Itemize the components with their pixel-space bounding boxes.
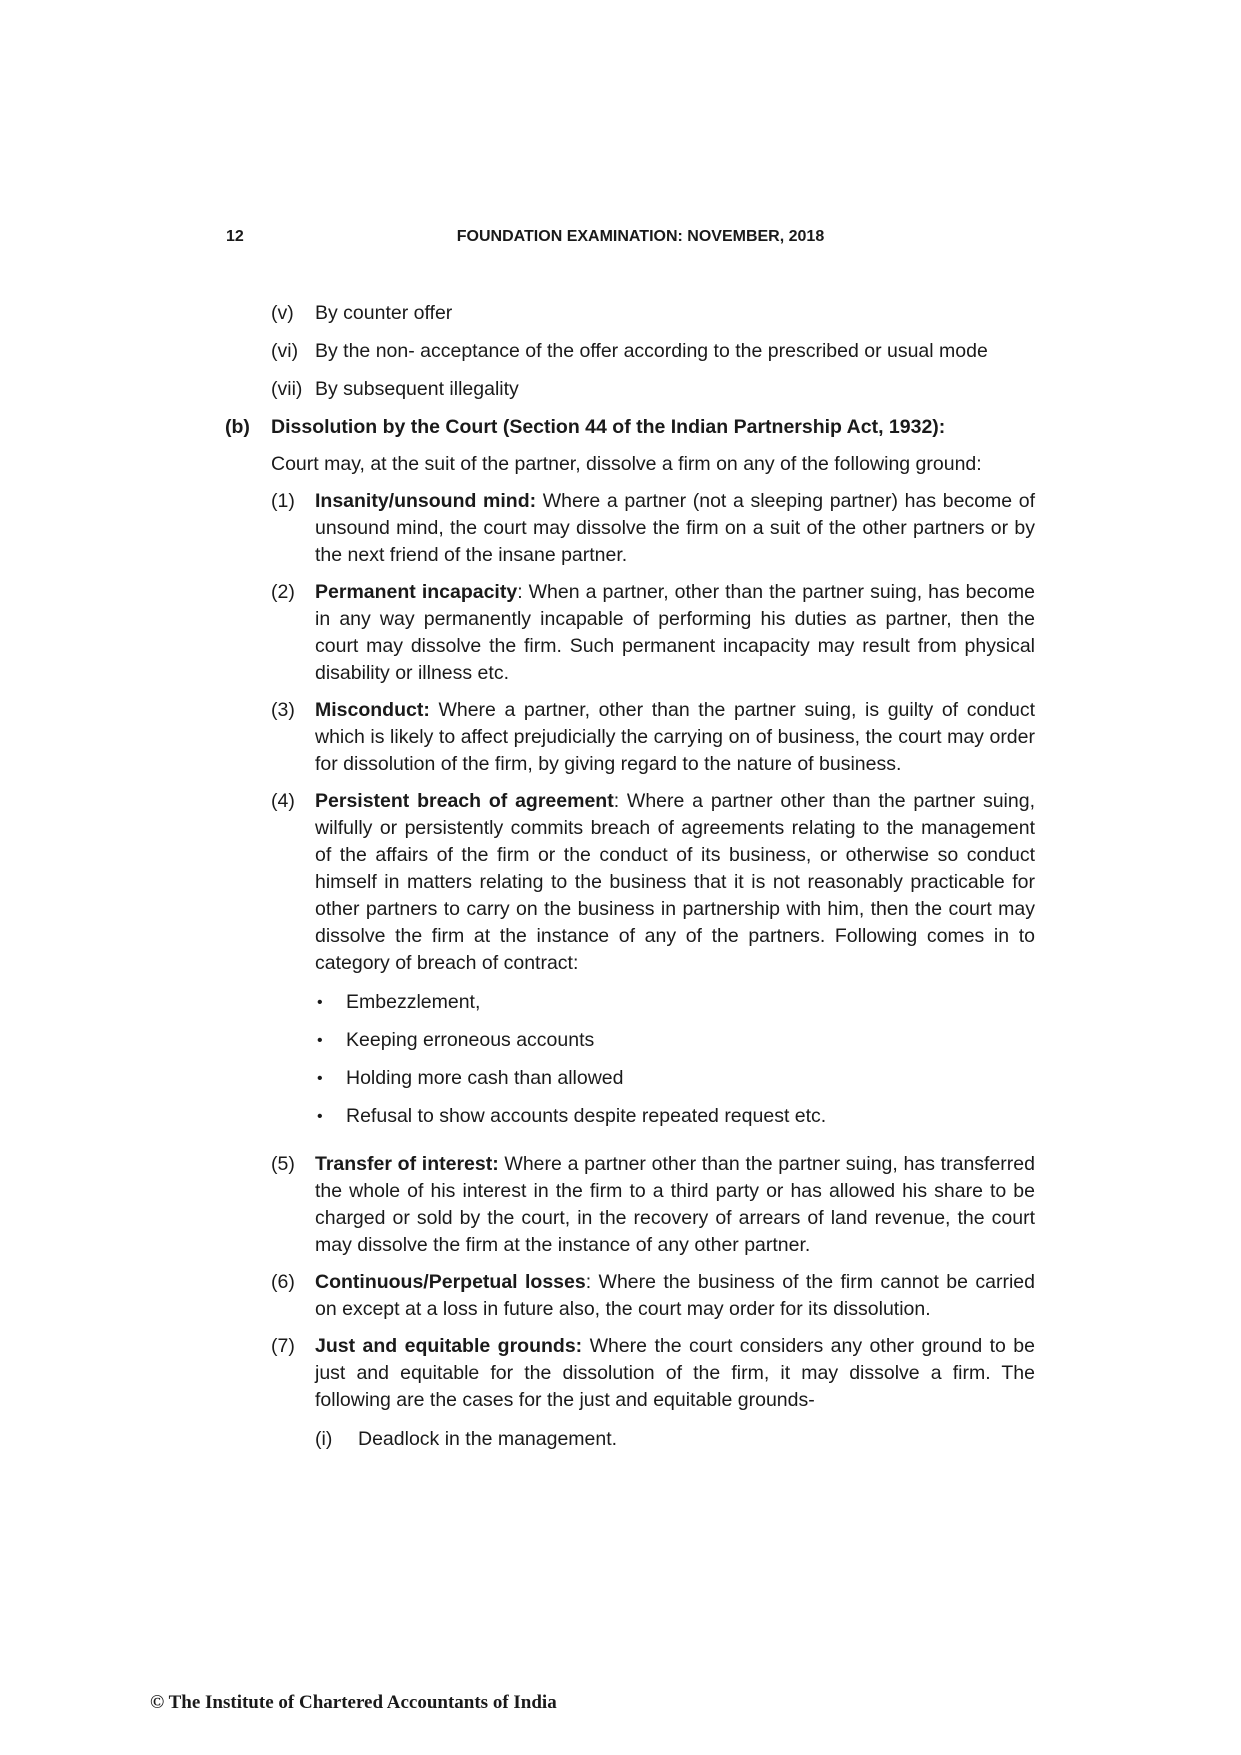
sub-list — [315, 1426, 1035, 1453]
ground-text: : Where a partner other than the partner suing, wilfully or persistently commits breach of agreements relating to the management of the affairs of the firm or the conduct of its business, or otherwise so conduct himself in matters relating to the business that it is not reasonably practicable for other partners to carry on the business in partnership with him, then the court may dissolve the firm at the instance of any of the partners. Following comes in to category of breach of contract: — [315, 790, 1035, 974]
ground-title: Just and equitable grounds: — [315, 1335, 583, 1357]
list-text: By the non- acceptance of the offer according to the prescribed or usual mode — [315, 340, 988, 362]
ground-item — [271, 788, 1035, 1141]
ground-item — [271, 1269, 1035, 1323]
section-heading — [225, 414, 1035, 441]
bullet-icon: • — [317, 1032, 323, 1049]
bullet-icon: • — [317, 1070, 323, 1087]
ground-marker: (2) — [271, 581, 295, 603]
ground-item — [271, 579, 1035, 687]
ground-marker: (1) — [271, 490, 295, 512]
list-item — [271, 300, 1035, 327]
ground-body — [315, 697, 1035, 778]
ground-item — [271, 1151, 1035, 1259]
bullet-item — [315, 1103, 1035, 1130]
section-title: Dissolution by the Court (Section 44 of the Indian Partnership Act, 1932): — [271, 416, 946, 438]
ground-body — [315, 1333, 1035, 1453]
ground-text: Where the court considers any other ground to be just and equitable for the dissolution of the firm, it may dissolve a firm. The following are the cases for the just and equitable grounds- — [315, 1335, 1035, 1411]
list-item — [271, 338, 1035, 365]
ground-item — [271, 488, 1035, 569]
bullet-text: Holding more cash than allowed — [346, 1067, 624, 1089]
ground-marker: (6) — [271, 1271, 295, 1293]
ground-title: Persistent breach of agreement — [315, 790, 614, 812]
sub-marker: (i) — [315, 1428, 333, 1450]
page-number: 12 — [226, 228, 244, 245]
bullet-item — [315, 1065, 1035, 1092]
list-item — [271, 376, 1035, 403]
ground-title: Misconduct: — [315, 699, 430, 721]
ground-marker: (4) — [271, 790, 295, 812]
section-intro: Court may, at the suit of the partner, dissolve a firm on any of the following ground: — [271, 453, 982, 475]
ground-text: Where a partner (not a sleeping partner) has become of unsound mind, the court may dissolve the firm on a suit of the other partners or by the next friend of the insane partner. — [315, 490, 1035, 566]
bullet-item — [315, 1027, 1035, 1054]
ground-body — [315, 1269, 1035, 1323]
ground-text: : When a partner, other than the partner suing, has become in any way permanently incapable of performing his duties as partner, then the court may dissolve the firm. Such permanent incapacity may result from physical disability or illness etc. — [315, 581, 1035, 684]
running-header: FOUNDATION EXAMINATION: NOVEMBER, 2018 — [456, 228, 825, 245]
sub-text: Deadlock in the management. — [358, 1428, 618, 1450]
ground-marker: (3) — [271, 699, 295, 721]
ground-body — [315, 488, 1035, 569]
ground-body — [315, 579, 1035, 687]
ground-marker: (7) — [271, 1335, 295, 1357]
bullet-text: Embezzlement, — [346, 991, 481, 1013]
sub-item — [315, 1426, 1035, 1453]
ground-title: Insanity/unsound mind: — [315, 490, 537, 512]
footer-copyright: © The Institute of Chartered Accountants of India — [150, 1692, 557, 1713]
list-text: By subsequent illegality — [315, 378, 519, 400]
bullet-text: Keeping erroneous accounts — [346, 1029, 595, 1051]
list-marker: (vii) — [271, 378, 303, 400]
ground-text: Where a partner other than the partner suing, has transferred the whole of his interest in the firm to a third party or has allowed his share to be charged or sold by the court, in the recovery of arrears of land revenue, the court may dissolve the firm at the instance of any other partner. — [315, 1153, 1035, 1256]
bullet-list — [315, 989, 1035, 1130]
grounds-list — [225, 488, 1035, 1453]
section-marker: (b) — [225, 416, 250, 438]
list-marker: (v) — [271, 302, 294, 324]
page-body — [225, 300, 1035, 1463]
top-list — [225, 300, 1035, 403]
ground-item — [271, 697, 1035, 778]
ground-body — [315, 1151, 1035, 1259]
bullet-icon: • — [317, 994, 323, 1011]
bullet-item — [315, 989, 1035, 1016]
ground-text: Where a partner, other than the partner suing, is guilty of conduct which is likely to affect prejudicially the carrying on of business, the court may order for dissolution of the firm, by giving regard to the nature of business. — [315, 699, 1035, 775]
ground-body — [315, 788, 1035, 1141]
list-text: By counter offer — [315, 302, 453, 324]
ground-item — [271, 1333, 1035, 1453]
bullet-icon: • — [317, 1108, 323, 1125]
list-marker: (vi) — [271, 340, 299, 362]
bullet-text: Refusal to show accounts despite repeated request etc. — [346, 1105, 827, 1127]
ground-marker: (5) — [271, 1153, 295, 1175]
ground-title: Permanent incapacity — [315, 581, 518, 603]
ground-title: Transfer of interest: — [315, 1153, 499, 1175]
ground-title: Continuous/Perpetual losses — [315, 1271, 586, 1293]
ground-text: : Where the business of the firm cannot be carried on except at a loss in future also, the court may order for its dissolution. — [315, 1271, 1036, 1320]
